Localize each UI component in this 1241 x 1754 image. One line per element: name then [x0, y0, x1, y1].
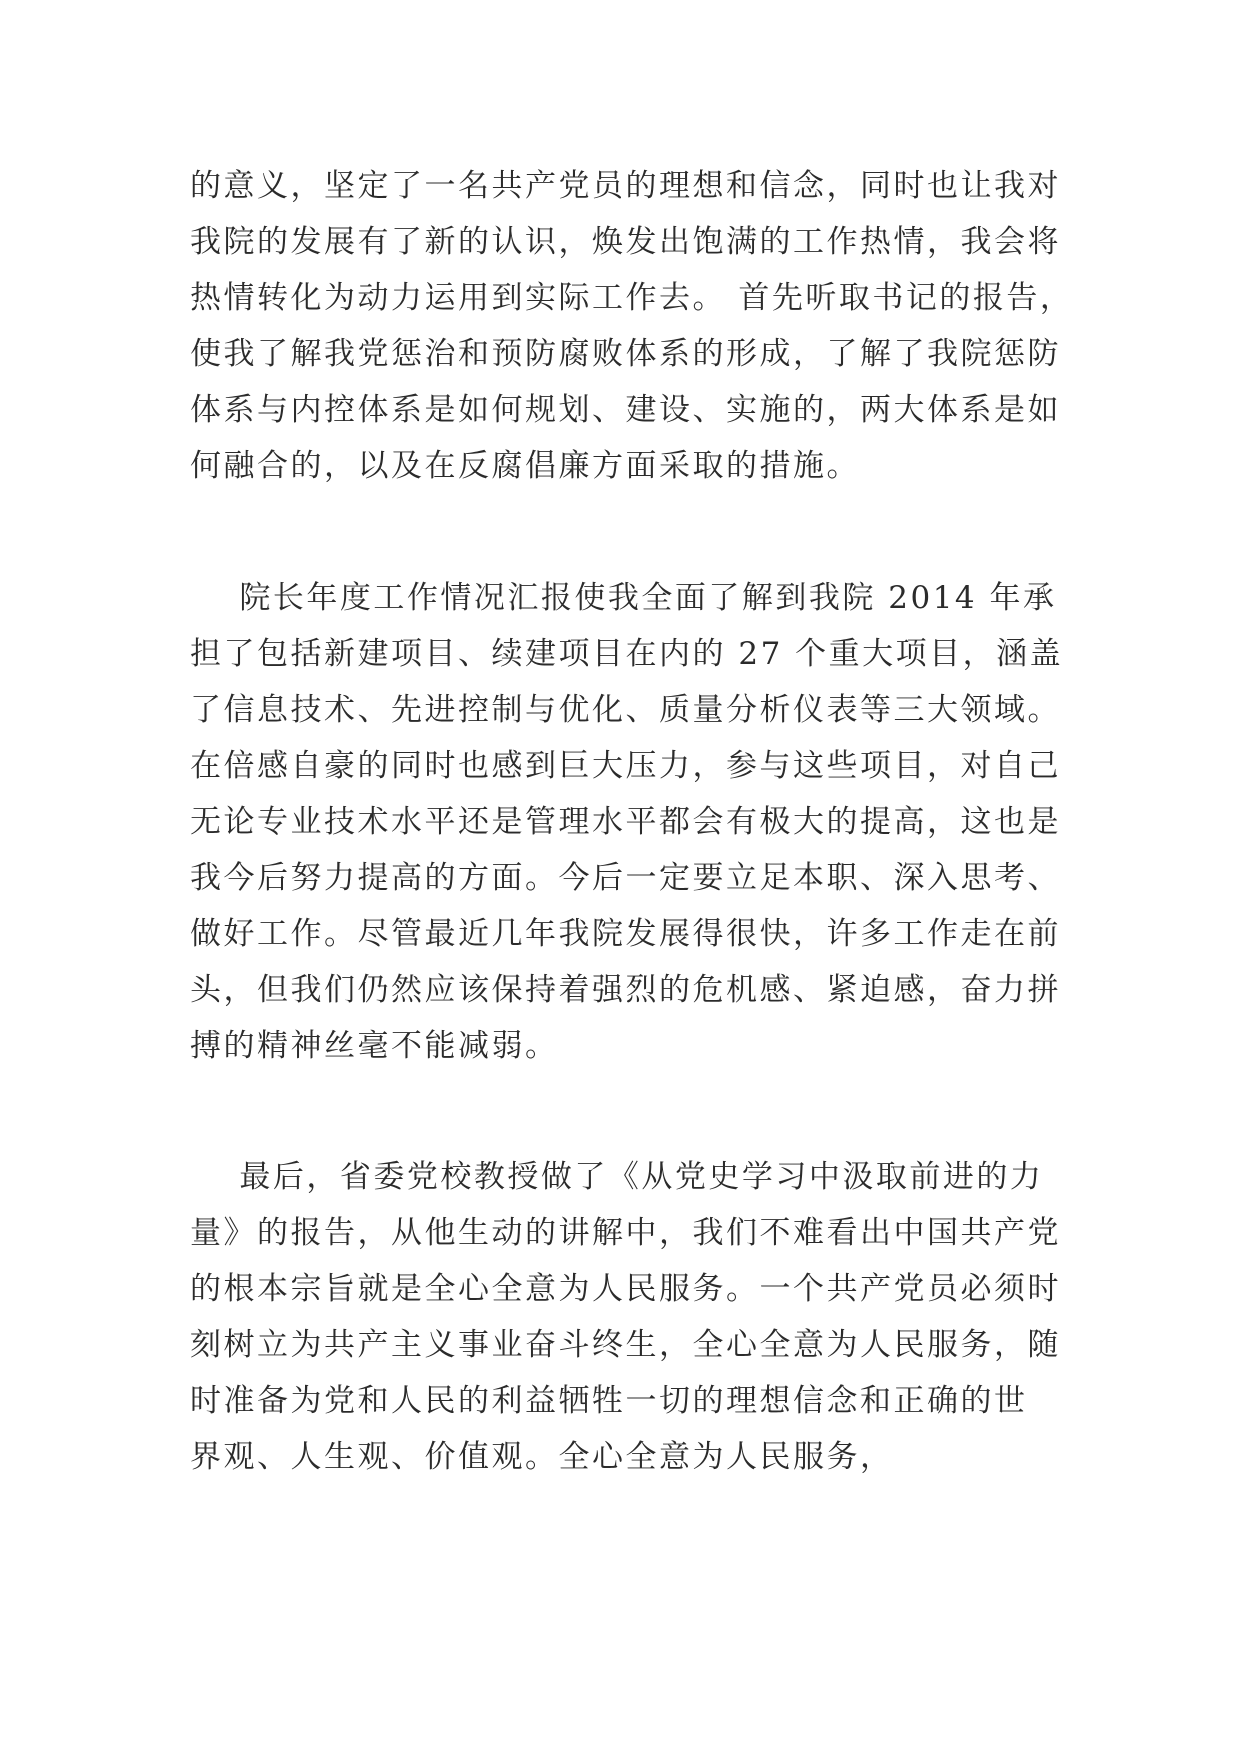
paragraph-line: 的根本宗旨就是全心全意为人民服务。一个共产党员必须时: [190, 1271, 1061, 1307]
paragraph-line: 担了包括新建项目、续建项目在内的 27 个重大项目，涵盖: [190, 636, 1064, 672]
paragraph-line: 头，但我们仍然应该保持着强烈的危机感、紧迫感，奋力拼: [190, 972, 1061, 1008]
paragraph-line: 在倍感自豪的同时也感到巨大压力，参与这些项目，对自己: [190, 748, 1061, 784]
paragraph-line: 使我了解我党惩治和预防腐败体系的形成，了解了我院惩防: [190, 336, 1061, 372]
paragraph-line: 搏的精神丝毫不能减弱。: [190, 1028, 559, 1064]
paragraph-line: 何融合的，以及在反腐倡廉方面采取的措施。: [190, 448, 860, 484]
paragraph-line: 的意义，坚定了一名共产党员的理想和信念，同时也让我对: [190, 168, 1061, 204]
paragraph-line: 刻树立为共产主义事业奋斗终生，全心全意为人民服务，随: [190, 1327, 1061, 1363]
paragraph-line: 热情转化为动力运用到实际工作去。 首先听取书记的报告，: [190, 280, 1074, 316]
paragraph-line: 做好工作。尽管最近几年我院发展得很快，许多工作走在前: [190, 916, 1061, 952]
paragraph-line: 量》的报告，从他生动的讲解中，我们不难看出中国共产党: [190, 1215, 1061, 1251]
paragraph-line: 院长年度工作情况汇报使我全面了解到我院 2014 年承: [190, 580, 1057, 616]
paragraph-line: 我今后努力提高的方面。今后一定要立足本职、深入思考、: [190, 860, 1061, 896]
paragraph-line: 无论专业技术水平还是管理水平都会有极大的提高，这也是: [190, 804, 1061, 840]
paragraph-line: 了信息技术、先进控制与优化、质量分析仪表等三大领域。: [190, 692, 1061, 728]
paragraph-line: 界观、人生观、价值观。全心全意为人民服务，: [190, 1439, 894, 1475]
paragraph-line: 时准备为党和人民的利益牺牲一切的理想信念和正确的世: [190, 1383, 1028, 1419]
paragraph-line: 体系与内控体系是如何规划、建设、实施的，两大体系是如: [190, 392, 1061, 428]
paragraph-line: 我院的发展有了新的认识，焕发出饱满的工作热情，我会将: [190, 224, 1061, 260]
paragraph-line: 最后，省委党校教授做了《从党史学习中汲取前进的力: [190, 1159, 1044, 1195]
paragraph-3: [190, 1149, 1070, 1485]
paragraph-2: [190, 570, 1070, 1074]
paragraph-1: [190, 158, 1074, 494]
